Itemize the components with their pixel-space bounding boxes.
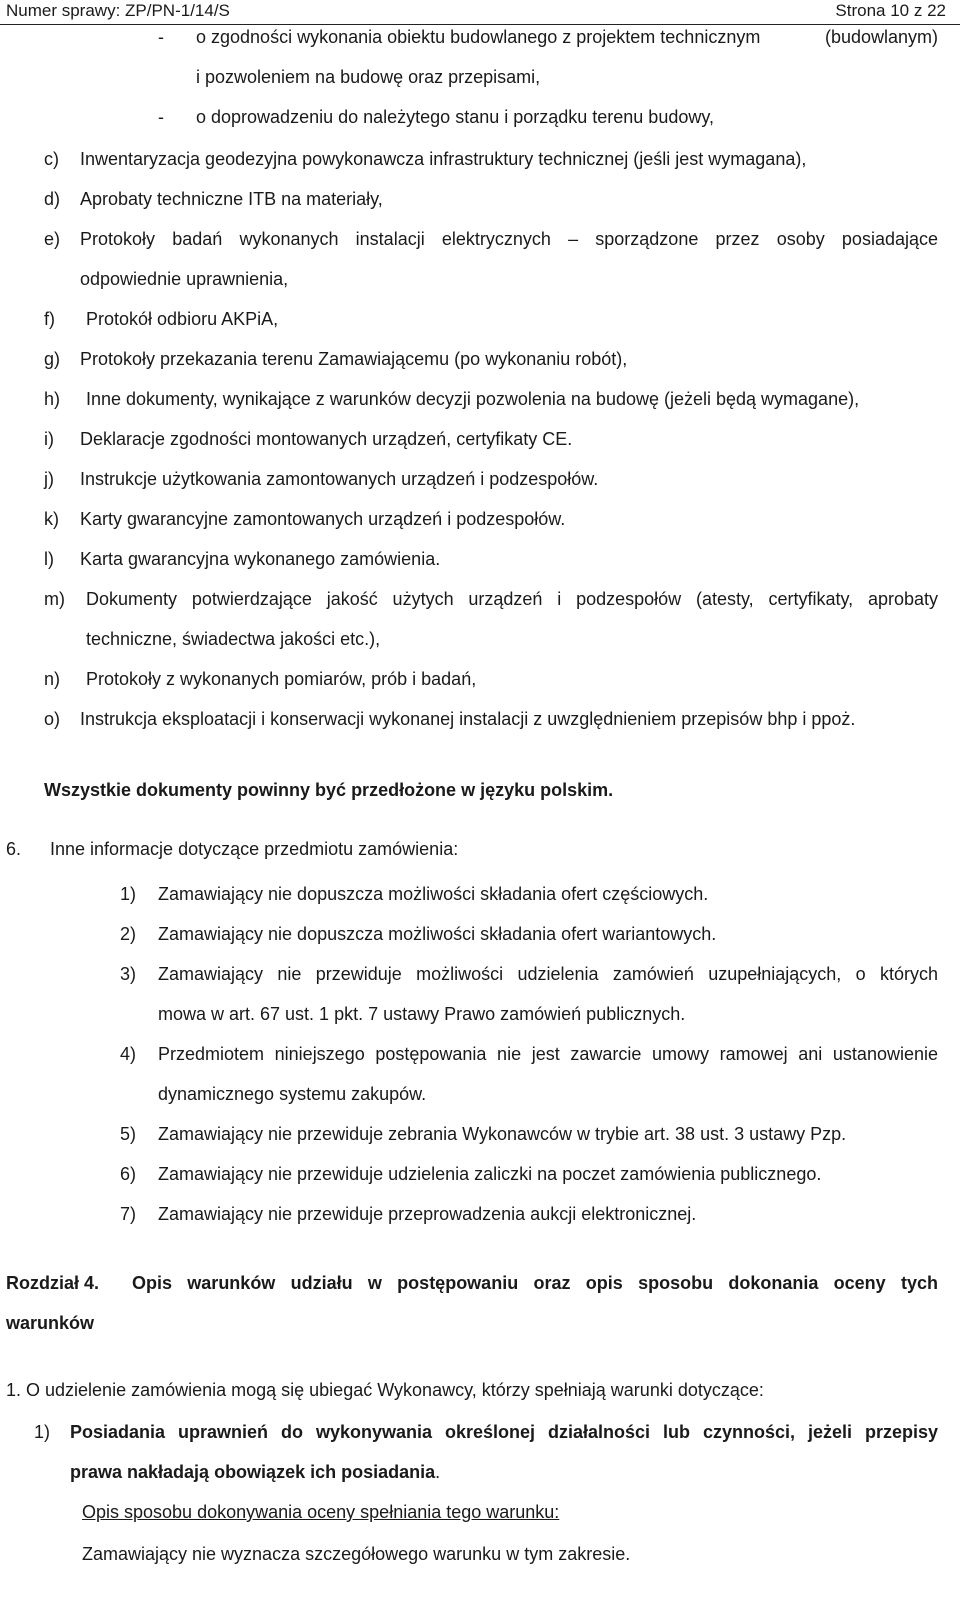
list-label: 4): [120, 1044, 137, 1064]
list-label: d): [44, 189, 61, 209]
list-item: Zamawiający nie przewiduje przeprowadzenia aukcji elektronicznej.: [158, 1204, 697, 1224]
list-item: Deklaracje zgodności montowanych urządzeń, certyfikaty CE.: [80, 429, 573, 449]
list-item-continuation: techniczne, świadectwa jakości etc.),: [86, 629, 381, 649]
list-label: c): [44, 149, 59, 169]
list-item-continuation: dynamicznego systemu zakupów.: [158, 1084, 427, 1104]
dash-marker: -: [158, 27, 164, 47]
list-item: Instrukcje użytkowania zamontowanych urządzeń i podzespołów.: [80, 469, 599, 489]
list-item: Zamawiający nie przewiduje możliwości udzielenia zamówień uzupełniających, o których: [158, 964, 938, 984]
list-item: Zamawiający nie dopuszcza możliwości składania ofert wariantowych.: [158, 924, 717, 944]
chapter-title-continuation: warunków: [6, 1313, 95, 1333]
list-label: m): [44, 589, 65, 609]
method-heading: Opis sposobu dokonywania oceny spełniania tego warunku:: [82, 1502, 560, 1522]
list-item: Zamawiający nie przewiduje zebrania Wykonawców w trybie art. 38 ust. 3 ustawy Pzp.: [158, 1124, 847, 1144]
list-item: Zamawiający nie dopuszcza możliwości składania ofert częściowych.: [158, 884, 709, 904]
list-label: 5): [120, 1124, 137, 1144]
page-header: [0, 0, 960, 25]
list-item: Dokumenty potwierdzające jakość użytych urządzeń i podzespołów (atesty, certyfikaty, aprobaty: [86, 589, 938, 609]
list-label: i): [44, 429, 54, 449]
list-label: 7): [120, 1204, 137, 1224]
list-label: k): [44, 509, 59, 529]
list-item: Inne dokumenty, wynikające z warunków decyzji pozwolenia na budowę (jeżeli będą wymagane),: [86, 389, 860, 409]
page-number: Strona 10 z 22: [835, 1, 946, 20]
list-label: 3): [120, 964, 137, 984]
method-text: Zamawiający nie wyznacza szczegółowego warunku w tym zakresie.: [82, 1544, 631, 1564]
list-label: j): [44, 469, 54, 489]
list-item: Protokół odbioru AKPiA,: [86, 309, 279, 329]
list-item: Protokoły badań wykonanych instalacji elektrycznych – sporządzone przez osoby posiadające: [80, 229, 938, 249]
list-item: Aprobaty techniczne ITB na materiały,: [80, 189, 383, 209]
case-number: Numer sprawy: ZP/PN-1/14/S: [6, 1, 230, 20]
list-label: g): [44, 349, 61, 369]
list-label: h): [44, 389, 61, 409]
list-item: Karty gwarancyjne zamontowanych urządzeń i podzespołów.: [80, 509, 566, 529]
list-label: o): [44, 709, 61, 729]
dash-item-line: o zgodności wykonania obiektu budowlanego z projektem technicznym (budowlanym): [196, 27, 938, 47]
list-label: 6): [120, 1164, 137, 1184]
list-label: 1): [120, 884, 137, 904]
list-label: f): [44, 309, 55, 329]
dash-item-line: i pozwoleniem na budowę oraz przepisami,: [196, 67, 541, 87]
list-label: l): [44, 549, 54, 569]
list-item: Protokoły z wykonanych pomiarów, prób i badań,: [86, 669, 477, 689]
list-item: Zamawiający nie przewiduje udzielenia zaliczki na poczet zamówienia publicznego.: [158, 1164, 822, 1184]
condition-item-continuation: prawa nakładają obowiązek ich posiadania.: [70, 1462, 441, 1482]
section-title: Inne informacje dotyczące przedmiotu zamówienia:: [50, 839, 459, 859]
dash-item-line: o doprowadzeniu do należytego stanu i porządku terenu budowy,: [196, 107, 715, 127]
conditions-intro: 1. O udzielenie zamówienia mogą się ubiegać Wykonawcy, którzy spełniają warunki dotyczące:: [6, 1380, 764, 1400]
condition-item: Posiadania uprawnień do wykonywania określonej działalności lub czynności, jeżeli przepisy: [70, 1422, 938, 1442]
list-item: Karta gwarancyjna wykonanego zamówienia.: [80, 549, 441, 569]
chapter-label: Rozdział 4.: [6, 1273, 100, 1293]
list-item-continuation: mowa w art. 67 ust. 1 pkt. 7 ustawy Prawo zamówień publicznych.: [158, 1004, 686, 1024]
chapter-title: Opis warunków udziału w postępowaniu oraz opis sposobu dokonania oceny tych: [132, 1273, 938, 1293]
list-label: 1): [34, 1422, 51, 1442]
list-label: 2): [120, 924, 137, 944]
list-item: Instrukcja eksploatacji i konserwacji wykonanej instalacji z uwzględnieniem przepisów bhp i ppoż.: [80, 709, 856, 729]
list-item: Inwentaryzacja geodezyjna powykonawcza infrastruktury technicznej (jeśli jest wymagana),: [80, 149, 807, 169]
section-number: 6.: [6, 839, 22, 859]
list-label: n): [44, 669, 61, 689]
language-note: Wszystkie dokumenty powinny być przedłożone w języku polskim.: [44, 780, 614, 800]
list-item: Przedmiotem niniejszego postępowania nie jest zawarcie umowy ramowej ani ustanowienie: [158, 1044, 938, 1064]
dash-marker: -: [158, 107, 164, 127]
list-item: Protokoły przekazania terenu Zamawiającemu (po wykonaniu robót),: [80, 349, 628, 369]
list-item-continuation: odpowiednie uprawnienia,: [80, 269, 289, 289]
list-label: e): [44, 229, 61, 249]
